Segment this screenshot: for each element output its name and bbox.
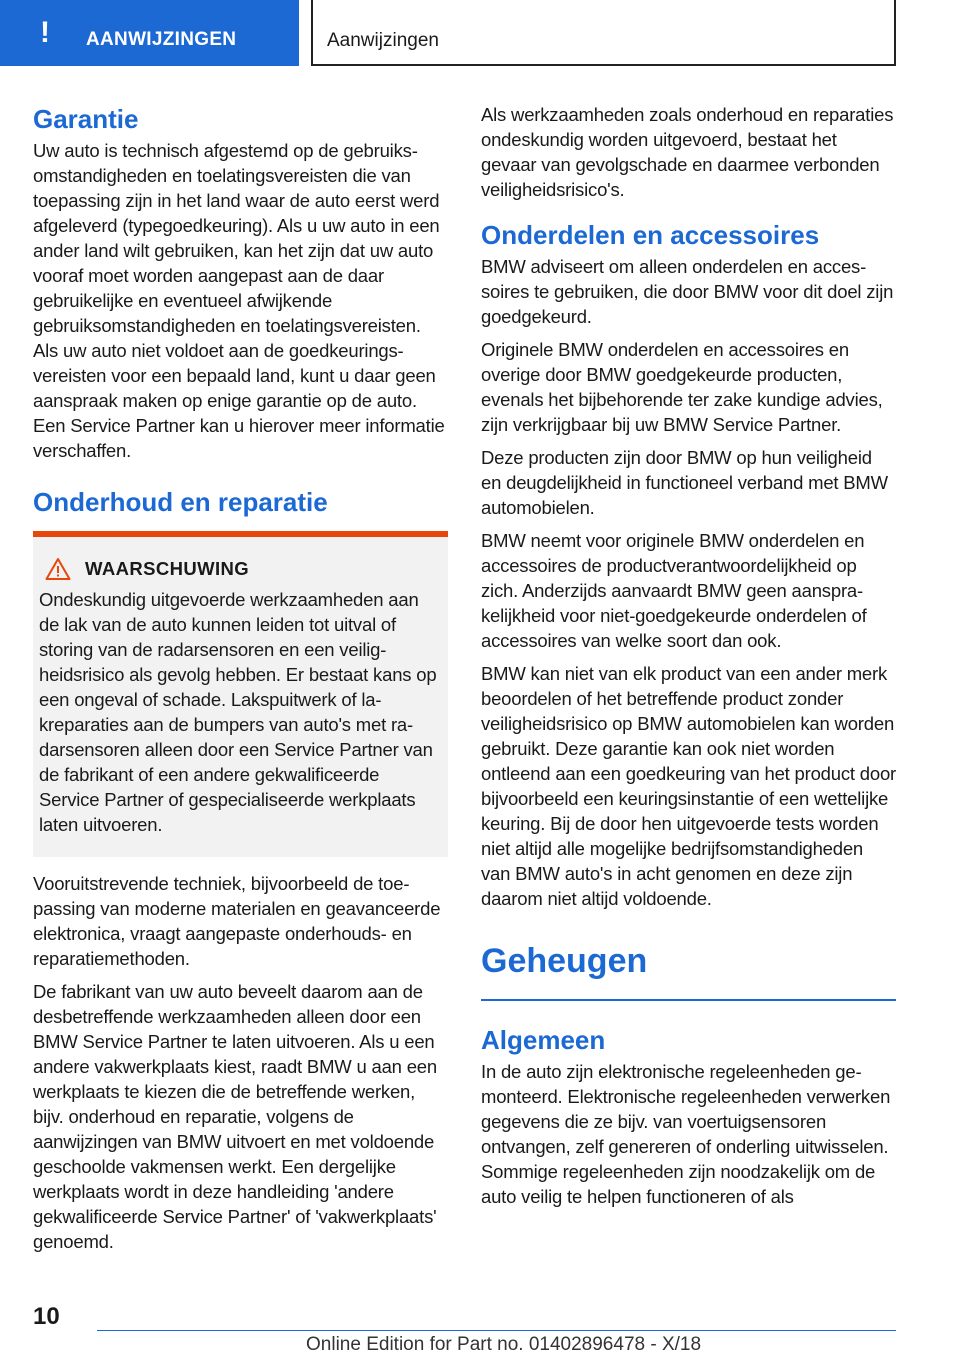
heading-geheugen: Geheugen <box>481 942 648 980</box>
warning-label: WAARSCHUWING <box>85 558 250 579</box>
paragraph-onderdelen-3: Deze producten zijn door BMW op hun veiligheid en deugdelijkheid in functioneel verband met BMW automobielen. <box>481 447 888 518</box>
footer-divider <box>97 1330 896 1331</box>
section-title: Aanwijzingen <box>327 30 439 51</box>
chapter-title: AANWIJZINGEN <box>86 29 237 50</box>
warning-triangle-icon <box>45 557 71 581</box>
paragraph-onderdelen-5: BMW kan niet van elk product van een ander merk beoordelen of het betreffende product zonder veiligheidsrisico op BMW automobielen kan worden gebruikt. Deze garantie kan ook niet worden ontleend aan een goedkeuring van het product door bijvoorbeeld een keuringsinstantie of een wettelijke keuring. Bij de door hen uitgevoerde tests worden niet altijd alle mogelijke bedrijfsomstandigheden van BMW auto's in acht genomen en deze zijn daarom niet altijd voldoende. <box>481 663 897 909</box>
right-column <box>481 102 896 1217</box>
paragraph-onderdelen-4: BMW neemt voor originele BMW onderdelen en accessoires de productverantwoordelijkheid op zich. Anderzijds aanvaardt BMW geen aansprakelijkheid voor niet-goedgekeurde onderdelen of accessoires van welke soort dan ook. <box>481 530 867 651</box>
heading-onderhoud: Onderhoud en reparatie <box>33 487 328 517</box>
paragraph-algemeen-1: In de auto zijn elektronische regeleenheden gemonteerd. Elektronische regeleenheden verwerken gegevens die ze bijv. van voertuigsensoren ontvangen, zelf genereren of onderling uitwisselen. Sommige regeleenheden zijn noodzakelijk om de auto veilig te helpen functioneren of als <box>481 1061 891 1207</box>
warning-header <box>39 557 440 581</box>
paragraph-onderhoud-2: De fabrikant van uw auto beveelt daarom aan de desbetreffende werkzaamheden alleen door een BMW Service Partner te laten uitvoeren. Als u een andere vakwerkplaats kiest, raadt BMW u aan een werkplaats te kiezen die de betreffende werken, bijv. onderhoud en reparatie, volgens de aanwijzingen van BMW uitvoert en met voldoende geschoolde vakmensen werkt. Een dergelijke werkplaats wordt in deze handleiding 'andere gekwalificeerde Service Partner' of 'vakwerkplaats' genoemd. <box>33 981 437 1252</box>
paragraph-onderdelen-2: Originele BMW onderdelen en accessoires en overige door BMW goedgekeurde producten, evenals het bijbehorende ter zake kundige advies, zijn verkrijgbaar bij uw BMW Service Partner. <box>481 339 883 435</box>
heading-garantie: Garantie <box>33 104 139 134</box>
page-number: 10 <box>33 1303 60 1330</box>
paragraph-repair-risk: Als werkzaamheden zoals onderhoud en reparaties ondeskundig worden uitgevoerd, bestaat het gevaar van gevolgschade en daarmee verbonden veiligheidsrisico's. <box>481 104 894 200</box>
chapter-tab <box>0 0 299 66</box>
paragraph-onderhoud-1: Vooruitstrevende techniek, bijvoorbeeld de toepassing van moderne materialen en geavanceerde elektronica, vraagt aangepaste onderhouds- en reparatiemethoden. <box>33 873 441 969</box>
page-header <box>0 0 960 66</box>
left-column <box>33 102 448 1262</box>
geheugen-divider <box>481 999 896 1001</box>
warning-box <box>33 537 448 857</box>
section-header-box <box>311 0 896 66</box>
warning-text: Ondeskundig uitgevoerde werkzaamheden aan de lak van de auto kunnen leiden tot uitval of storing van de radarsensoren en een veiligheidsrisico als gevolg hebben. Er bestaat kans op een ongeval of schade. Lakspuitwerk of lakreparaties aan de bumpers van auto's met radarsensoren alleen door een Service Partner van de fabrikant of een andere gekwalificeerde Service Partner of gespecialiseerde werkplaats laten uitvoeren. <box>39 589 437 835</box>
heading-onderdelen: Onderdelen en accessoires <box>481 220 820 250</box>
paragraph-garantie: Uw auto is technisch afgestemd op de gebruiksomstandigheden en toelatingsvereisten die van toepassing zijn in het land waar de auto eerst werd afgeleverd (typegoedkeuring). Als u uw auto in een ander land wilt gebruiken, kan het zijn dat uw auto vooraf moet worden aangepast aan de daar gebruikelijke en eventueel afwijkende gebruiksomstandigheden en toelatingsvereisten. Als uw auto niet voldoet aan de goedkeuringsvereisten voor een bepaald land, kunt u daar geen aanspraak maken op enige garantie op de auto. Een Service Partner kan u hierover meer informatie verschaffen. <box>33 140 445 461</box>
edition-text: Online Edition for Part no. 01402896478 - X/18 <box>306 1334 702 1355</box>
paragraph-onderdelen-1: BMW adviseert om alleen onderdelen en accessoires te gebruiken, die door BMW voor dit doel zijn goedgekeurd. <box>481 256 894 327</box>
exclamation-icon: ! <box>40 16 50 49</box>
heading-algemeen: Algemeen <box>481 1025 606 1055</box>
